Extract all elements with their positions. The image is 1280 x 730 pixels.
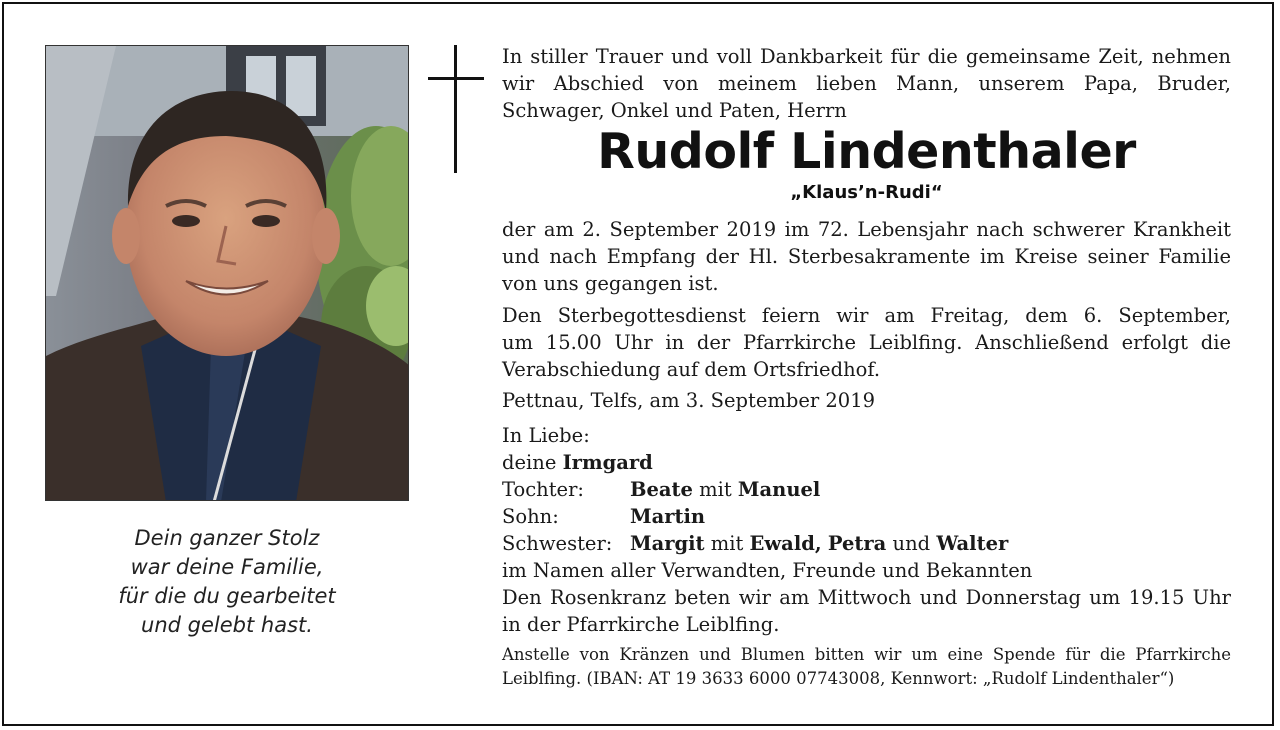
intro-line: Schwager, Onkel und Paten, Herrn: [502, 99, 847, 122]
deceased-nickname: „Klaus’n-Rudi“: [790, 182, 943, 203]
funeral-paragraph: [502, 302, 1231, 383]
donation-line: Anstelle von Kränzen und Blumen bitten wir um eine Spende für die Pfarrkirche: [502, 645, 1231, 664]
cross-icon-bar: [428, 77, 484, 80]
sister2-name: Petra: [827, 532, 887, 555]
daughter-name: Beate: [630, 478, 693, 501]
deceased-name: Rudolf Lindenthaler: [597, 123, 1136, 180]
sister1-name: Margit: [630, 532, 705, 555]
funeral-line: Den Sterbegottesdienst feiern wir am Freitag, dem 6. September,: [502, 304, 1231, 327]
son-name: Martin: [630, 505, 706, 528]
death-notice-line: der am 2. September 2019 im 72. Lebensjahr nach schwerer Krankheit: [502, 218, 1231, 241]
memorial-quote: [45, 524, 409, 640]
daughter-with: mit: [699, 478, 732, 501]
intro-paragraph: [502, 43, 1231, 124]
son-label: Sohn:: [502, 505, 559, 528]
rosary-line: Den Rosenkranz beten wir am Mittwoch und Donnerstag um 19.15 Uhr: [502, 586, 1231, 609]
family-list: [502, 422, 1231, 584]
quote-line: und gelebt hast.: [141, 613, 313, 637]
rosary-line: in der Pfarrkirche Leiblfing.: [502, 613, 780, 636]
wife-name: Irmgard: [562, 451, 653, 474]
quote-line: für die du gearbeitet: [118, 584, 336, 608]
place-date: Pettnau, Telfs, am 3. September 2019: [502, 389, 876, 412]
death-notice-line: und nach Empfang der Hl. Sterbesakramente im Kreise seiner Familie: [502, 245, 1231, 268]
family-daughter-row: [502, 476, 1231, 503]
quote-line: Dein ganzer Stolz: [134, 526, 320, 550]
daughter-partner: Manuel: [737, 478, 821, 501]
donation-line: Leiblfing. (IBAN: AT 19 3633 6000 07743008, Kennwort: „Rudolf Lindenthaler“): [502, 669, 1175, 688]
family-son-row: [502, 503, 1231, 530]
death-notice-paragraph: [502, 216, 1231, 297]
donation-paragraph: [502, 643, 1231, 691]
daughter-label: Tochter:: [502, 478, 584, 501]
sister2-partner: Walter: [936, 532, 1009, 555]
quote-line: war deine Familie,: [130, 555, 324, 579]
family-sister-row: [502, 530, 1231, 557]
rosary-paragraph: [502, 584, 1231, 638]
funeral-line: Verabschiedung auf dem Ortsfriedhof.: [502, 358, 881, 381]
intro-line: In stiller Trauer und voll Dankbarkeit für die gemeinsame Zeit, nehmen: [502, 45, 1231, 68]
funeral-line: um 15.00 Uhr in der Pfarrkirche Leiblfing. Anschließend erfolgt die: [502, 331, 1231, 354]
intro-line: wir Abschied von meinem lieben Mann, unserem Papa, Bruder,: [502, 72, 1231, 95]
sister1-partner: Ewald,: [749, 532, 822, 555]
portrait-illustration: [46, 46, 409, 501]
cross-icon: [454, 45, 457, 173]
death-notice-line: von uns gegangen ist.: [502, 272, 719, 295]
portrait-photo: [45, 45, 409, 501]
family-closing: im Namen aller Verwandten, Freunde und Bekannten: [502, 559, 1033, 582]
sister1-with: mit: [710, 532, 744, 555]
sister-label: Schwester:: [502, 532, 613, 555]
sister2-and: und: [892, 532, 931, 555]
in-love-label: In Liebe:: [502, 424, 590, 447]
family-wife-row: [502, 449, 1231, 476]
wife-prefix: deine: [502, 451, 557, 474]
